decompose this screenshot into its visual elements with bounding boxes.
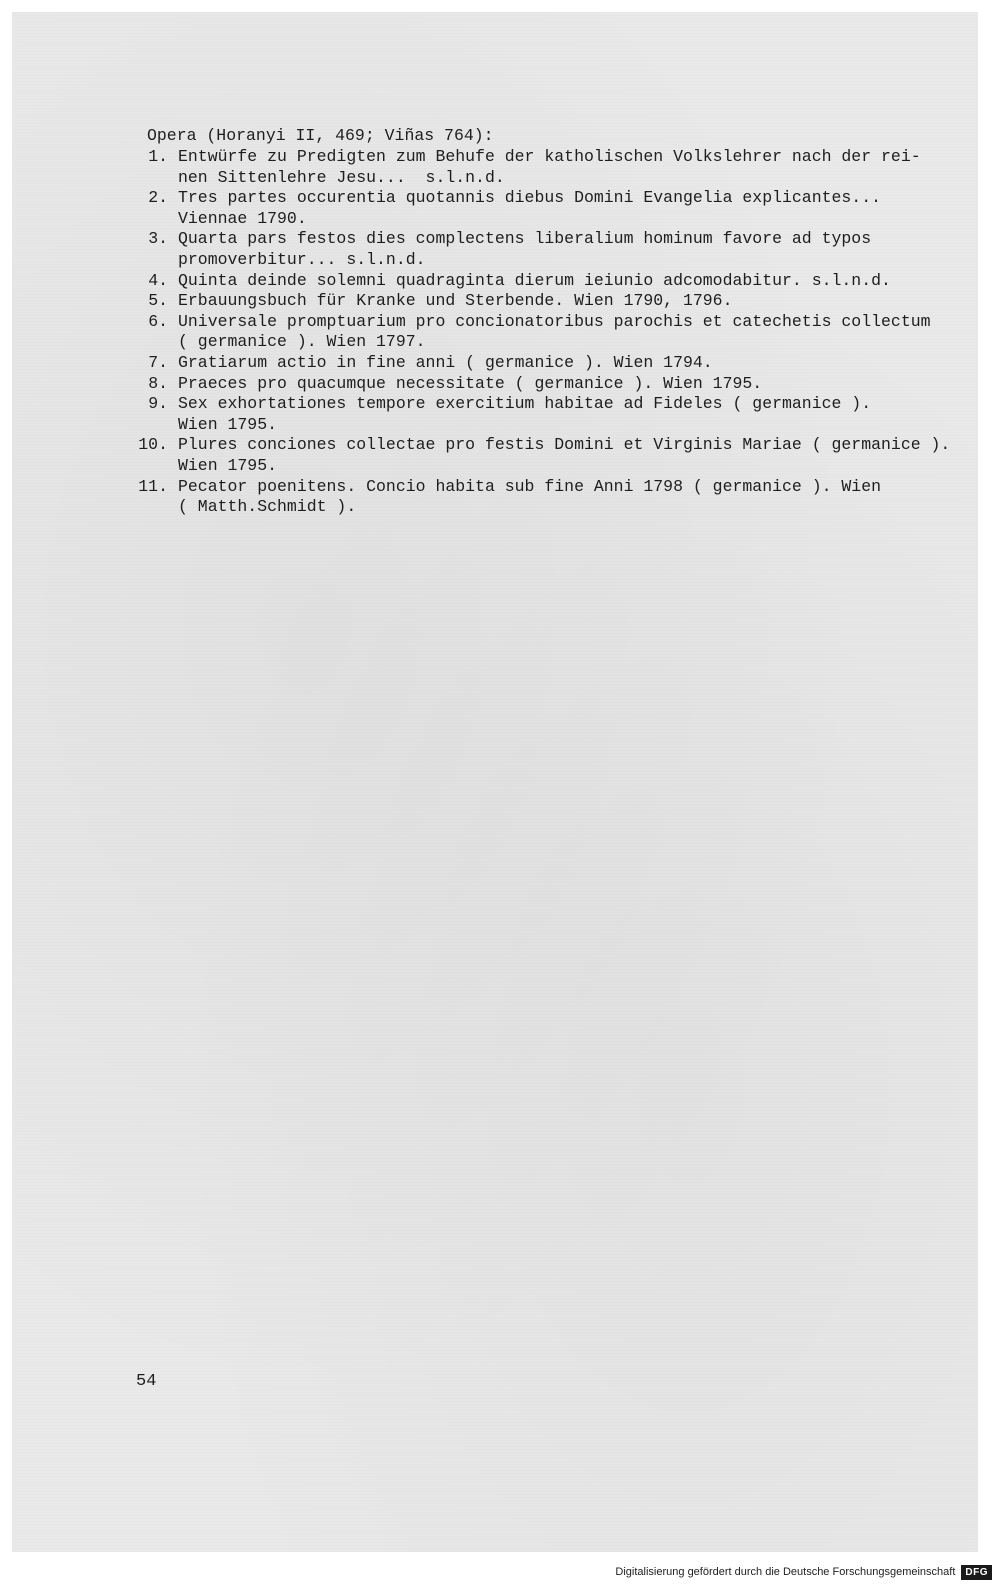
work-text-line: Viennae 1790. [178,208,307,228]
work-number: 2. [148,188,168,208]
work-text-line: Universale promptuarium pro concionatoribus parochis et catechetis collectum [178,311,931,331]
work-item [132,312,992,353]
work-number: 9. [148,394,168,414]
work-text-line: Quarta pars festos dies complectens liberalium hominum favore ad typos [178,229,872,249]
work-number: 3. [148,229,168,249]
work-text-line: Tres partes occurentia quotannis diebus Domini Evangelia explicantes... [178,188,882,208]
page-number: 54 [136,1372,157,1391]
work-item [132,188,992,229]
work-item [132,435,992,476]
work-text-line: ( Matth.Schmidt ). [178,497,357,517]
work-text-line: Entwürfe zu Predigten zum Behufe der katholischen Volkslehrer nach der rei- [178,147,921,166]
work-item [132,394,992,435]
work-item [132,353,992,374]
scanned-page [12,12,978,1552]
work-number: 8. [148,373,168,393]
work-number: 4. [148,270,168,290]
work-text-line: Plures conciones collectae pro festis Domini et Virginis Mariae ( germanice ). [178,435,951,455]
footer [615,1562,992,1582]
work-item [132,271,992,292]
work-text-line: promoverbitur... s.l.n.d. [178,249,426,269]
work-item [132,477,992,518]
work-text-line: Wien 1795. [178,455,278,475]
work-number: 1. [148,147,168,166]
work-number: 7. [148,352,168,372]
work-text-line: Quinta deinde solemni quadraginta dierum ieiunio adcomodabitur. s.l.n.d. [178,270,891,290]
work-item [132,374,992,395]
work-item [132,147,992,188]
work-text-line: Sex exhortationes tempore exercitium habitae ad Fideles ( germanice ). [178,394,872,414]
works-heading: Opera (Horanyi II, 469; Viñas 764): [147,126,494,145]
work-text-line: Wien 1795. [178,414,278,434]
dfg-logo: DFG [961,1565,992,1580]
work-number: 6. [148,311,168,331]
work-text-line: ( germanice ). Wien 1797. [178,332,426,352]
work-text-line: Erbauungsbuch für Kranke und Sterbende. Wien 1790, 1796. [178,291,733,311]
work-number: 5. [148,291,168,311]
work-text-line: Gratiarum actio in fine anni ( germanice ). Wien 1794. [178,352,713,372]
work-item [132,291,992,312]
works-list [132,147,992,518]
work-item [132,229,992,270]
work-text-line: nen Sittenlehre Jesu... s.l.n.d. [178,167,505,187]
footer-credit: Digitalisierung gefördert durch die Deutsche Forschungsgemeinschaft [615,1566,956,1578]
work-number: 11. [138,476,168,496]
work-number: 10. [138,435,168,455]
work-text-line: Pecator poenitens. Concio habita sub fine Anni 1798 ( germanice ). Wien [178,476,882,496]
work-text-line: Praeces pro quacumque necessitate ( germanice ). Wien 1795. [178,373,763,393]
